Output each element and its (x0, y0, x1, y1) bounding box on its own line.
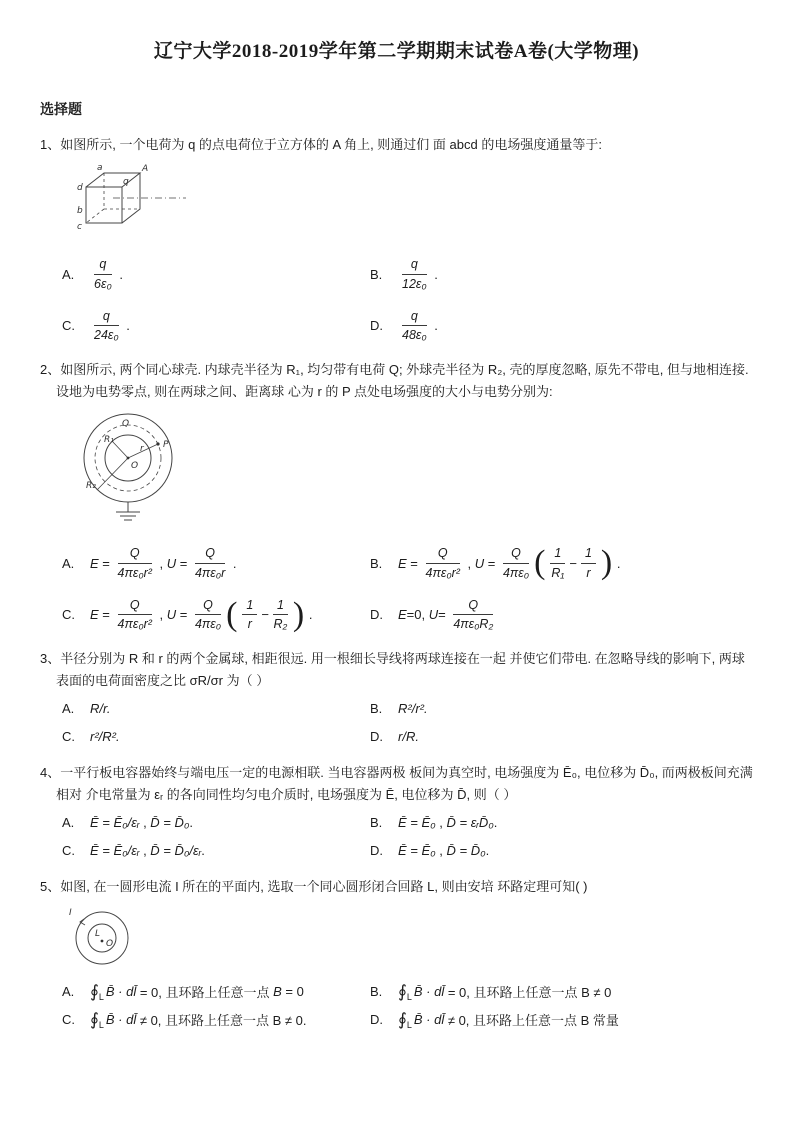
question-2-figure (66, 406, 753, 533)
page-title: 辽宁大学2018-2019学年第二学期期末试卷A卷(大学物理) (153, 41, 640, 62)
option-letter: C. (62, 318, 75, 334)
option-letter: D. (370, 1012, 383, 1027)
option-formula: ∮ L B̄ · dl̄ = 0, 且环路上任意一点 B = 0 (90, 981, 304, 1002)
option-formula: ∮ L B̄ · dl̄ = 0, 且环路上任意一点 B ≠ 0 (398, 981, 612, 1002)
shell-label-R2: R₂ (86, 481, 96, 492)
option-formula: $\frac{q}{\text{6ε₀}}$ . (94, 257, 123, 291)
question-1-figure (66, 159, 753, 244)
question-4 (40, 762, 753, 861)
cube-figure-icon (66, 159, 192, 239)
concentric-shells-figure-icon (66, 406, 216, 528)
option-letter: B. (370, 266, 383, 282)
question-5-option-a (62, 981, 370, 1003)
option-formula: ∮ L B̄ · dl̄ ≠ 0, 且环路上任意一点 B ≠ 0. (90, 1009, 307, 1030)
question-5-stem: 5、如图, 在一圆形电流 I 所在的平面内, 选取一个同心圆形闭合回路 L, 则由安培 环路定理可知( ) (40, 879, 588, 895)
option-letter: A. (62, 266, 75, 282)
option-formula: $\frac{q}{\text{24ε₀}}$ . (94, 308, 130, 343)
cube-label-A: A (142, 164, 149, 175)
cube-label-c: c (77, 222, 82, 233)
question-2 (40, 359, 753, 632)
option-formula: ∮ L B̄ · dl̄ ≠ 0, 且环路上任意一点 B 常量 (398, 1009, 619, 1030)
question-5-option-c (62, 1009, 370, 1031)
option-formula: Ē = Ē₀/εᵣ , D̄ = D̄₀ . (90, 814, 193, 830)
question-1-option-a (62, 256, 370, 292)
question-4-option-a (62, 811, 370, 833)
option-formula: $\frac{q}{\text{12ε₀}}$ . (402, 257, 438, 291)
question-2-option-d (370, 597, 753, 633)
question-1-option-c (62, 308, 370, 344)
cube-label-q: q (123, 177, 129, 188)
option-letter: B. (370, 555, 383, 571)
option-formula: Ē = Ē₀ , D̄ = D̄₀ . (398, 842, 490, 858)
question-1-option-b (370, 256, 753, 292)
question-2-stem: 2、如图所示, 两个同心球壳. 内球壳半径为 R₁, 均匀带有电荷 Q; 外球壳半径为 R₂, 壳的厚度忽略, 原先不带电, 但与地相连接. 设地为电势零点, 则在两球之间、距离球 心为 r 的 P 点处电场强度的大小与电势分别为: (40, 362, 749, 399)
cube-label-b: b (77, 206, 83, 217)
option-letter: C. (62, 1012, 75, 1027)
option-formula: Ē = Ē₀ , D̄ = εᵣD̄₀ . (398, 814, 498, 830)
shell-label-R1: R₁ (104, 435, 114, 446)
loop-label-O: O (106, 938, 114, 949)
option-formula: E = $\frac{Q}{\text{4πε₀r²}}$ , U = $\frac{Q}{\text{4πε₀}}$ ( $\frac{1}{r}$ − $\frac{1}{\text{R₂}}$ ) . (90, 595, 313, 633)
option-letter: B. (370, 700, 383, 716)
question-3-option-b (370, 697, 753, 719)
option-formula: E = $\frac{Q}{\text{4πε₀r²}}$ , U = $\frac{Q}{\text{4πε₀}}$ ( $\frac{1}{\text{R₁}}$ − $\frac{1}{r}$ ) . (398, 544, 621, 582)
question-5-option-d (370, 1009, 753, 1031)
question-2-option-a (62, 545, 370, 581)
option-letter: C. (62, 607, 75, 623)
option-formula: $\frac{q}{\text{48ε₀}}$ . (402, 308, 438, 343)
option-formula: r/R. (398, 728, 419, 744)
question-5-figure (66, 902, 753, 975)
section-heading: 选择题 (40, 101, 82, 117)
question-1-options (40, 256, 753, 343)
question-3-stem: 3、半径分别为 R 和 r 的两个金属球, 相距很远. 用一根细长导线将两球连接在一起 并使它们带电. 在忽略导线的影响下, 两球表面的电荷面密度之比 σR/σr 为（ ） (40, 651, 745, 688)
option-letter: B. (370, 814, 383, 830)
question-2-option-b (370, 545, 753, 581)
question-2-options (40, 545, 753, 632)
question-5-options (40, 981, 753, 1031)
option-letter: C. (62, 728, 75, 744)
option-letter: A. (62, 814, 75, 830)
option-letter: C. (62, 842, 75, 858)
option-formula: R/r. (90, 700, 111, 716)
question-4-stem: 4、一平行板电容器始终与端电压一定的电源相联. 当电容器两极 板间为真空时, 电场强度为 Ē₀, 电位移为 D̄₀, 而两极板间充满相对 介电常量为 εᵣ 的各向同性均匀电介质时, 电场强度为 Ē, 电位移为 D̄, 则（ ） (40, 765, 753, 802)
question-3-option-d (370, 725, 753, 747)
option-formula: E = $\frac{Q}{\text{4πε₀r²}}$ , U = $\frac{Q}{\text{4πε₀r}}$ . (90, 546, 237, 580)
loop-label-L: L (95, 928, 101, 939)
shell-label-Q: Q (122, 419, 130, 430)
option-formula: E =0, U = $\frac{Q}{\text{4πε₀R₂}}$ (398, 597, 494, 632)
question-3-option-c (62, 725, 370, 747)
question-4-option-b (370, 811, 753, 833)
option-letter: A. (62, 555, 75, 571)
option-formula: R²/r². (398, 700, 428, 716)
option-letter: D. (370, 728, 383, 744)
option-formula: Ē = Ē₀/εᵣ , D̄ = D̄₀/εᵣ . (90, 842, 205, 858)
question-3 (40, 648, 753, 747)
question-3-option-a (62, 697, 370, 719)
option-letter: D. (370, 318, 383, 334)
cube-label-a: a (97, 163, 103, 174)
option-letter: D. (370, 842, 383, 858)
question-4-options (40, 811, 753, 861)
option-letter: D. (370, 607, 383, 623)
question-5 (40, 876, 753, 1030)
option-formula: r²/R². (90, 728, 120, 744)
loop-label-I: I (69, 907, 72, 918)
question-5-option-b (370, 981, 753, 1003)
cube-label-d: d (77, 183, 83, 194)
question-4-option-d (370, 839, 753, 861)
question-1-stem: 1、如图所示, 一个电荷为 q 的点电荷位于立方体的 A 角上, 则通过们 面 abcd 的电场强度通量等于: (40, 137, 602, 152)
option-letter: B. (370, 984, 383, 999)
question-3-options (40, 697, 753, 747)
option-letter: A. (62, 984, 75, 999)
shell-label-r: r (140, 444, 144, 455)
shell-label-P: P (163, 440, 169, 451)
question-2-option-c (62, 597, 370, 633)
question-4-option-c (62, 839, 370, 861)
question-1-option-d (370, 308, 753, 344)
option-letter: A. (62, 700, 75, 716)
current-loop-figure-icon (66, 902, 138, 970)
shell-label-O: O (131, 461, 139, 472)
question-1 (40, 134, 753, 343)
